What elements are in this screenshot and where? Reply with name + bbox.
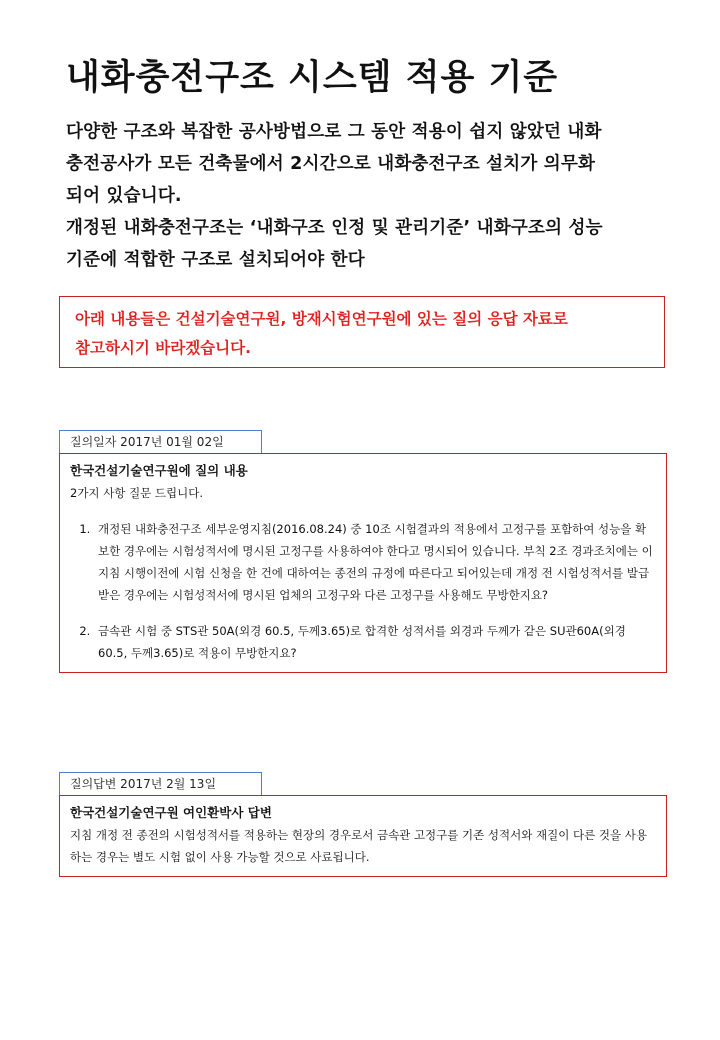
answer-box	[59, 795, 667, 877]
intro-line: 개정된 내화충전구조는 ‘내화구조 인정 및 관리기준’ 내화구조의 성능	[66, 218, 603, 238]
page-title: 내화충전구조 시스템 적용 기준	[66, 58, 559, 98]
question-heading: 한국건설기술연구원에 질의 내용	[70, 463, 248, 478]
question-box	[59, 453, 667, 673]
notice-line: 참고하시기 바라겠습니다.	[75, 339, 251, 357]
notice-box	[59, 296, 665, 368]
question-date-tag: 질의일자 2017년 01월 02일	[59, 430, 262, 453]
question-list	[70, 518, 654, 664]
answer-text: 지침 개정 전 종전의 시험성적서를 적용하는 현장의 경우로서 금속관 고정구를 기존 성적서와 재질이 다른 것을 사용하는 경우는 별도 시험 없이 사용 가능할 것으로 사료됩니다.	[70, 828, 647, 864]
question-subtitle: 2가지 사항 질문 드립니다.	[70, 486, 204, 500]
intro-line: 기준에 적합한 구조로 설치되어야 한다	[66, 250, 365, 270]
answer-heading: 한국건설기술연구원 여인환박사 답변	[70, 805, 272, 820]
question-item: 1. 개정된 내화충전구조 세부운영지침(2016.08.24) 중 10조 시험결과의 적용에서 고정구를 포함하여 성능을 확보한 경우에는 시험성적서에 명시된 고정구를 사용하여야 한다고 명시되어 있습니다. 부칙 2조 경과조치에는 이 지침 시행이전에 시험 신청을 한 건에 대하여는 종전의 규정에 따른다고 되어있는데 개정 전 시험성적서를 발급 받은 경우에는 시험성적서에 명시된 업체의 고정구와 다른 고정구를 사용해도 무방한지요?	[94, 518, 654, 606]
intro-line: 충전공사가 모든 건축물에서 2시간으로 내화충전구조 설치가 의무화	[66, 154, 596, 174]
answer-date-tag: 질의답변 2017년 2월 13일	[59, 772, 262, 795]
intro-line: 다양한 구조와 복잡한 공사방법으로 그 동안 적용이 쉽지 않았던 내화	[66, 122, 602, 142]
notice-line: 아래 내용들은 건설기술연구원, 방재시험연구원에 있는 질의 응답 자료로	[75, 310, 568, 328]
intro-line: 되어 있습니다.	[66, 186, 182, 206]
intro-text	[66, 116, 676, 276]
question-item: 2. 금속관 시험 중 STS관 50A(외경 60.5, 두께3.65)로 합격한 성적서를 외경과 두께가 같은 SU관60A(외경 60.5, 두께3.65)로 적용이 무방한지요?	[94, 620, 654, 664]
